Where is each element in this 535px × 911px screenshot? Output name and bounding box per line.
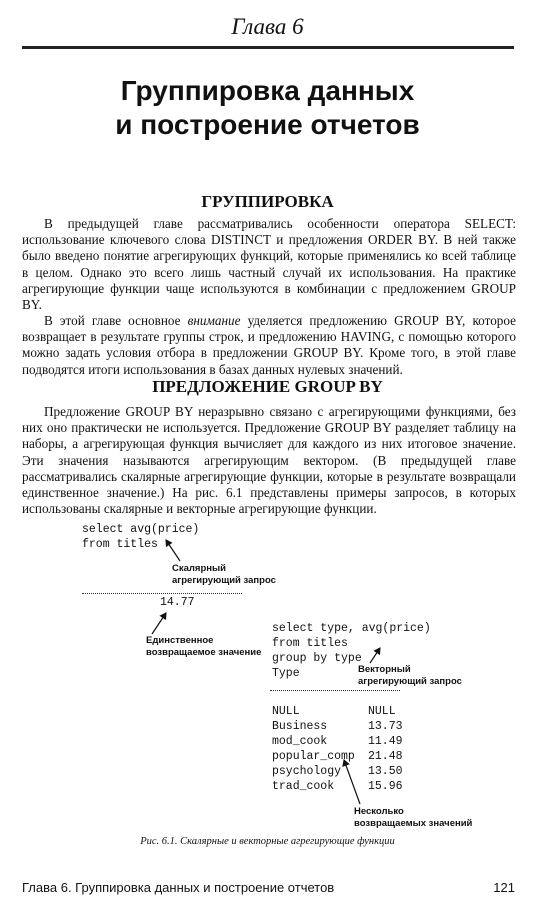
vector-query-line: group by type bbox=[272, 652, 362, 665]
chapter-label: Глава 6 bbox=[231, 14, 304, 39]
scalar-query-line: select avg(price) bbox=[82, 523, 200, 536]
result-value: 13.50 bbox=[368, 765, 403, 778]
result-type: psychology bbox=[272, 765, 342, 778]
result-type: trad_cook bbox=[272, 780, 335, 793]
vector-label-line1: Векторный bbox=[358, 664, 411, 675]
paragraph-text: уделяется предложению GROUP BY, которое возвращает в результате группы строк, и предложению HAVING, с помощью которого можно задать условия отбора в предложении GROUP BY. Кроме того, в этой главе подводятся итоги использования в базах данных нулевых значений. bbox=[22, 313, 516, 377]
paragraph: Предложение GROUP BY неразрывно связано с агрегирующими функциями, без них оно практически не используется. Предложение GROUP BY разделяет таблицу на наборы, а агрегирующая функция вычисляет для каждого из них итоговое значение. Эти значения называются агрегирующим вектором. (В предыдущей главе рассматривались скалярные агрегирующие функции, которые в результате возвращали единственное значение.) На рис. 6.1 представлены примеры запросов, в которых использованы скалярные и векторные агрегирующие функции. bbox=[22, 404, 516, 517]
emphasis-text: внимание bbox=[187, 313, 241, 328]
single-label-line1: Единственное bbox=[146, 635, 214, 646]
chapter-title-line1: Группировка данных bbox=[120, 75, 415, 106]
page-number: 121 bbox=[493, 880, 515, 895]
paragraph: В предыдущей главе рассматривались особенности оператора SELECT: использование ключевого слова DISTINCT и предложения ORDER BY. В ней также было введено понятие агрегирующих функций, которые применялись ко всей таблице в целом. Однако это всего лишь частный случай их использования. На практике агрегирующие функции чаще используются в комбинации с предложением GROUP BY. bbox=[22, 216, 516, 313]
vector-label-line2: агрегирующий запрос bbox=[358, 676, 462, 687]
result-value: NULL bbox=[368, 705, 396, 718]
arrow-vector-query bbox=[370, 648, 380, 663]
scalar-label-line2: агрегирующий запрос bbox=[172, 575, 276, 586]
vector-column-header: Type bbox=[272, 667, 300, 680]
vector-query-line: from titles bbox=[272, 637, 348, 650]
scalar-label-line1: Скалярный bbox=[172, 563, 226, 574]
multi-label-line2: возвращаемых значений bbox=[354, 818, 473, 829]
running-footer: Глава 6. Группировка данных и построение отчетов bbox=[22, 880, 335, 895]
result-value: 13.73 bbox=[368, 720, 403, 733]
section-heading-grouping: ГРУППИРОВКА bbox=[201, 192, 334, 211]
result-type: popular_comp bbox=[272, 750, 355, 763]
arrow-multi-values bbox=[344, 760, 360, 804]
result-type: NULL bbox=[272, 705, 300, 718]
result-value: 11.49 bbox=[368, 735, 403, 748]
figure-caption: Рис. 6.1. Скалярные и векторные агрегирующие функции bbox=[140, 836, 395, 847]
arrow-single-value bbox=[152, 613, 166, 634]
result-value: 21.48 bbox=[368, 750, 403, 763]
scalar-result-value: 14.77 bbox=[160, 596, 195, 609]
multi-label-line1: Несколько bbox=[354, 806, 404, 817]
result-type: mod_cook bbox=[272, 735, 328, 748]
result-value: 15.96 bbox=[368, 780, 403, 793]
vector-query-line: select type, avg(price) bbox=[272, 622, 431, 635]
section-heading-group-by: ПРЕДЛОЖЕНИЕ GROUP BY bbox=[152, 377, 383, 396]
chapter-title-line2: и построение отчетов bbox=[115, 109, 420, 140]
result-type: Business bbox=[272, 720, 328, 733]
arrow-scalar-query bbox=[166, 540, 180, 561]
scalar-query-line: from titles bbox=[82, 538, 158, 551]
paragraph-text: В этой главе основное bbox=[44, 313, 188, 328]
single-label-line2: возвращаемое значение bbox=[146, 647, 262, 658]
